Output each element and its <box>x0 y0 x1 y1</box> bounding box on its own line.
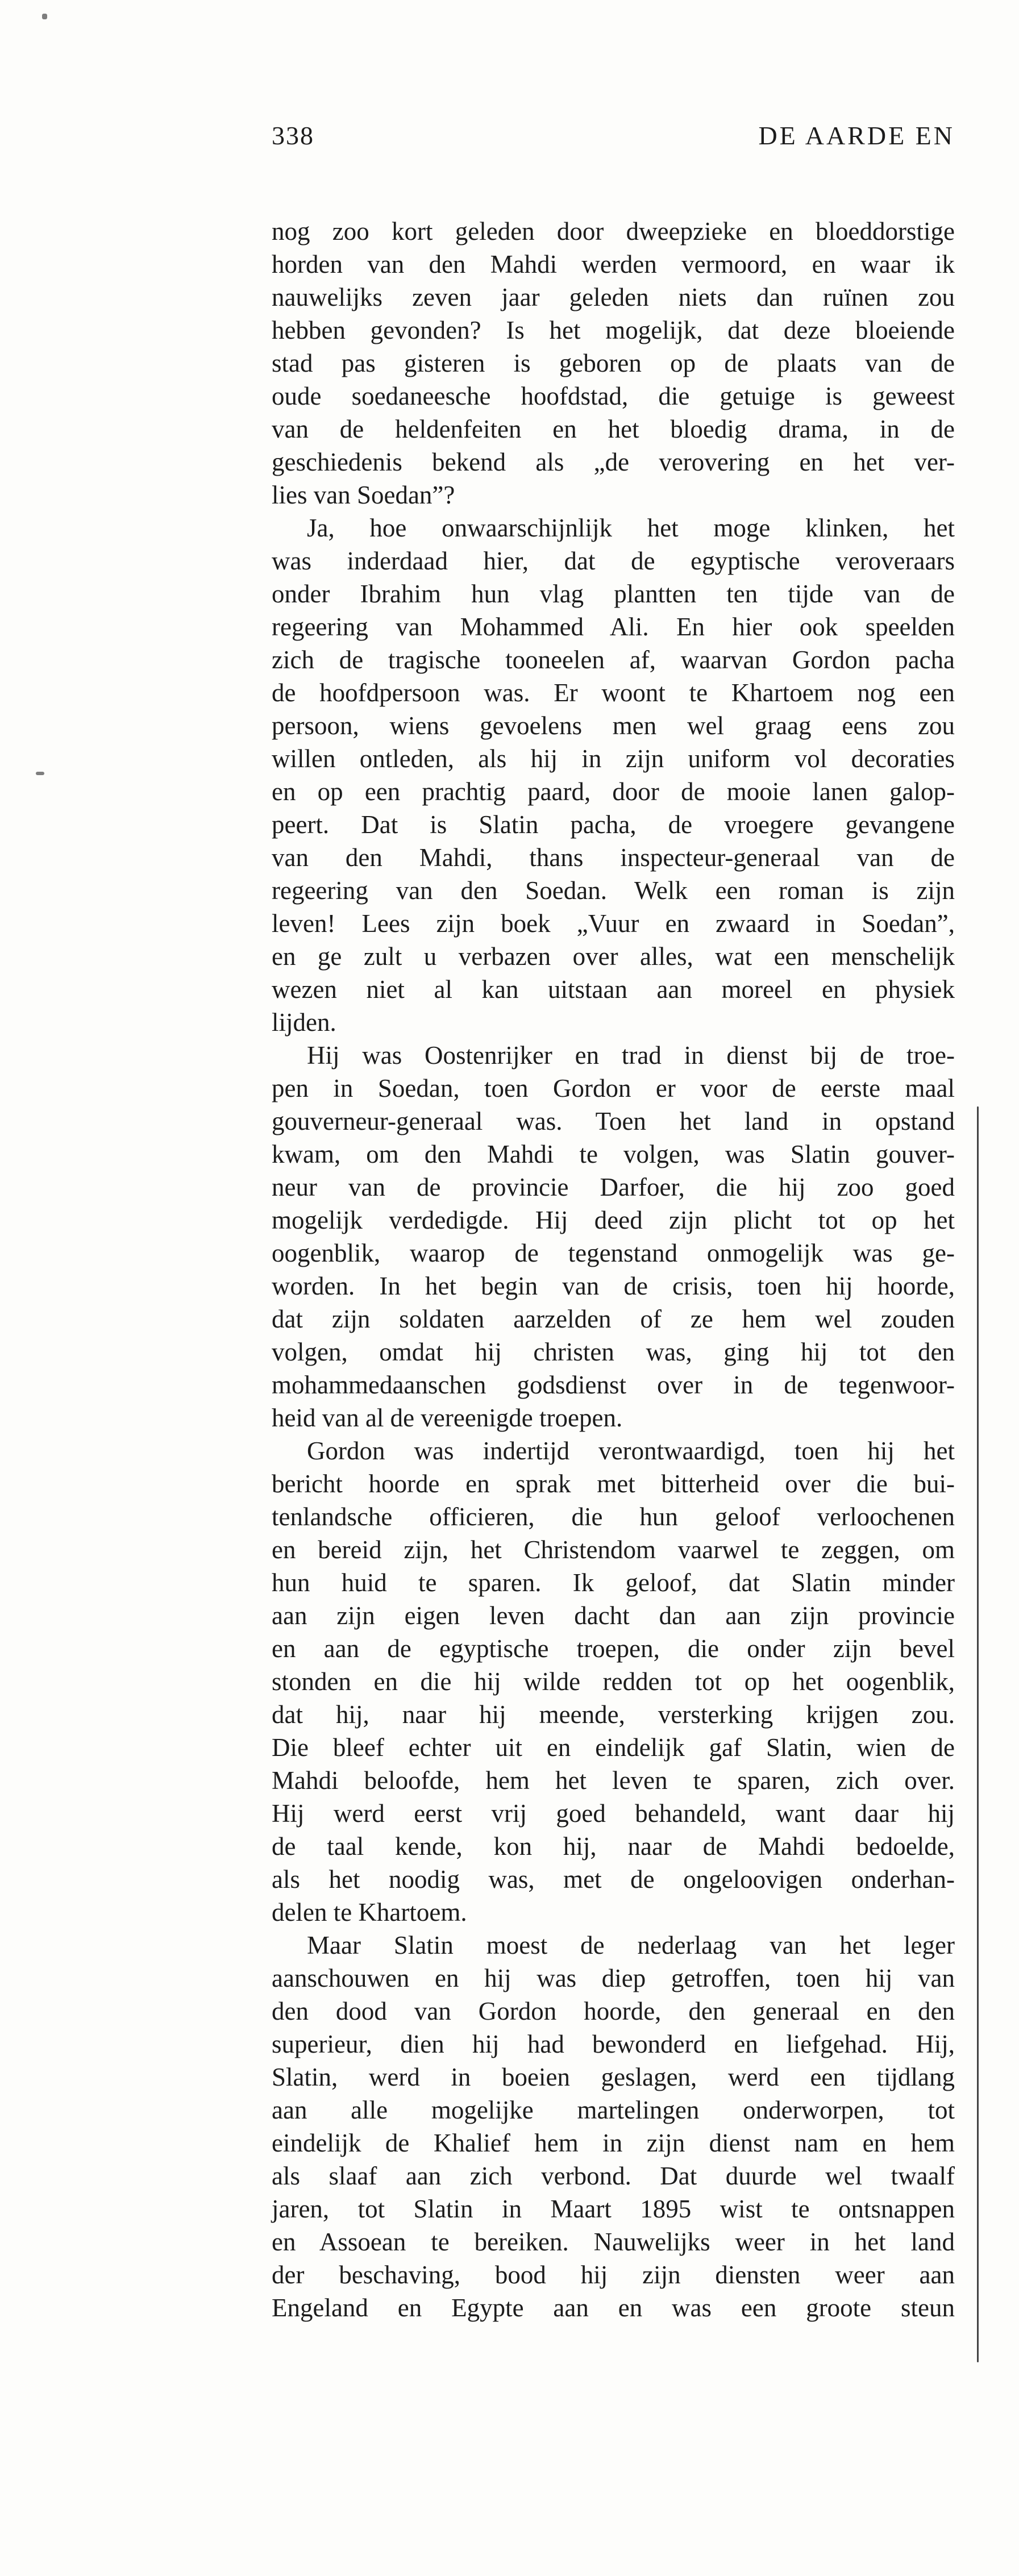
paragraph <box>272 1434 955 1929</box>
text-line: kwam, om den Mahdi te volgen, was Slatin gouver- <box>272 1140 955 1168</box>
page-number: 338 <box>272 121 314 150</box>
text-line: superieur, dien hij had bewonderd en liefgehad. Hij, <box>272 2030 955 2058</box>
text-line: van den Mahdi, thans inspecteur-generaal van de <box>272 843 955 872</box>
paragraph <box>272 511 955 1039</box>
text-line: mogelijk verdedigde. Hij deed zijn plicht tot op het <box>272 1206 955 1234</box>
paragraph <box>272 1929 955 2324</box>
text-line: willen ontleden, als hij in zijn uniform vol decoraties <box>272 744 955 773</box>
text-line: Ja, hoe onwaarschijnlijk het moge klinken, het <box>307 514 955 542</box>
text-line: was inderdaad hier, dat de egyptische veroveraars <box>272 547 955 575</box>
text-line: pen in Soedan, toen Gordon er voor de eerste maal <box>272 1074 955 1102</box>
page-header <box>272 120 955 151</box>
text-line: Slatin, werd in boeien geslagen, werd een tijdlang <box>272 2063 955 2091</box>
text-line: leven! Lees zijn boek „Vuur en zwaard in Soedan”, <box>272 909 955 938</box>
text-line: Maar Slatin moest de nederlaag van het leger <box>307 1931 955 1959</box>
text-line: hebben gevonden? Is het mogelijk, dat deze bloeiende <box>272 316 955 344</box>
paragraph <box>272 1039 955 1434</box>
text-line: den dood van Gordon hoorde, den generaal en den <box>272 1997 955 2025</box>
scan-speck <box>42 14 47 19</box>
text-line: lijden. <box>272 1008 336 1037</box>
text-line: stonden en die hij wilde redden tot op het oogenblik, <box>272 1667 955 1696</box>
text-line: hun huid te sparen. Ik geloof, dat Slatin minder <box>272 1568 955 1597</box>
text-line: persoon, wiens gevoelens men wel graag eens zou <box>272 711 955 740</box>
text-line: en ge zult u verbazen over alles, wat een menschelijk <box>272 942 955 971</box>
text-line: Gordon was indertijd verontwaardigd, toen hij het <box>307 1437 955 1465</box>
text-line: stad pas gisteren is geboren op de plaats van de <box>272 349 955 377</box>
text-line: en op een prachtig paard, door de mooie lanen galop- <box>272 777 955 806</box>
text-line: der beschaving, bood hij zijn diensten weer aan <box>272 2261 955 2289</box>
text-line: regeering van Mohammed Ali. En hier ook speelden <box>272 613 955 641</box>
text-line: de taal kende, kon hij, naar de Mahdi bedoelde, <box>272 1832 955 1861</box>
text-line: geschiedenis bekend als „de verovering en het ver- <box>272 448 955 476</box>
text-line: wezen niet al kan uitstaan aan moreel en physiek <box>272 975 955 1004</box>
text-line: zich de tragische tooneelen af, waarvan Gordon pacha <box>272 646 955 674</box>
text-line: neur van de provincie Darfoer, die hij zoo goed <box>272 1173 955 1201</box>
text-line: peert. Dat is Slatin pacha, de vroegere gevangene <box>272 810 955 839</box>
text-line: en Assoean te bereiken. Nauwelijks weer in het land <box>272 2228 955 2256</box>
text-line: eindelijk de Khalief hem in zijn dienst nam en hem <box>272 2129 955 2157</box>
text-line: aanschouwen en hij was diep getroffen, toen hij van <box>272 1964 955 1992</box>
text-line: nog zoo kort geleden door dweepzieke en bloeddorstige <box>272 217 955 245</box>
text-line: dat hij, naar hij meende, versterking krijgen zou. <box>272 1700 955 1729</box>
text-line: Hij was Oostenrijker en trad in dienst bij de troe- <box>307 1041 955 1069</box>
text-block <box>272 215 955 2324</box>
text-line: en bereid zijn, het Christendom vaarwel te zeggen, om <box>272 1535 955 1564</box>
text-line: horden van den Mahdi werden vermoord, en waar ik <box>272 250 955 278</box>
text-line: Die bleef echter uit en eindelijk gaf Slatin, wien de <box>272 1733 955 1762</box>
text-line: jaren, tot Slatin in Maart 1895 wist te ontsnappen <box>272 2195 955 2223</box>
scan-edge-line <box>977 1106 979 2362</box>
text-line: onder Ibrahim hun vlag plantten ten tijde van de <box>272 580 955 608</box>
text-line: Mahdi beloofde, hem het leven te sparen, zich over. <box>272 1766 955 1795</box>
text-line: van de heldenfeiten en het bloedig drama, in de <box>272 415 955 443</box>
text-line: worden. In het begin van de crisis, toen hij hoorde, <box>272 1272 955 1300</box>
text-line: lies van Soedan”? <box>272 481 455 509</box>
text-line: delen te Khartoem. <box>272 1898 467 1926</box>
text-line: als het noodig was, met de ongeloovigen onderhan- <box>272 1865 955 1893</box>
text-line: aan zijn eigen leven dacht dan aan zijn provincie <box>272 1601 955 1630</box>
text-line: oude soedaneesche hoofdstad, die getuige is geweest <box>272 382 955 410</box>
text-line: de hoofdpersoon was. Er woont te Khartoem nog een <box>272 679 955 707</box>
text-line: tenlandsche officieren, die hun geloof verloochenen <box>272 1503 955 1531</box>
text-line: mohammedaanschen godsdienst over in de tegenwoor- <box>272 1371 955 1399</box>
text-line: oogenblik, waarop de tegenstand onmogelijk was ge- <box>272 1239 955 1267</box>
text-line: Hij werd eerst vrij goed behandeld, want daar hij <box>272 1799 955 1828</box>
text-line: bericht hoorde en sprak met bitterheid over die bui- <box>272 1470 955 1498</box>
scan-speck <box>36 772 44 775</box>
text-line: heid van al de vereenigde troepen. <box>272 1404 623 1432</box>
text-line: regeering van den Soedan. Welk een roman is zijn <box>272 876 955 905</box>
running-title: DE AARDE EN <box>758 121 955 150</box>
text-line: gouverneur-generaal was. Toen het land in opstand <box>272 1107 955 1135</box>
text-line: als slaaf aan zich verbond. Dat duurde wel twaalf <box>272 2162 955 2190</box>
paragraph <box>272 215 955 511</box>
text-line: dat zijn soldaten aarzelden of ze hem wel zouden <box>272 1305 955 1333</box>
text-line: en aan de egyptische troepen, die onder zijn bevel <box>272 1634 955 1663</box>
text-line: aan alle mogelijke martelingen onderworpen, tot <box>272 2096 955 2124</box>
text-line: nauwelijks zeven jaar geleden niets dan ruïnen zou <box>272 283 955 311</box>
text-line: Engeland en Egypte aan en was een groote steun <box>272 2294 955 2322</box>
text-line: volgen, omdat hij christen was, ging hij tot den <box>272 1338 955 1366</box>
